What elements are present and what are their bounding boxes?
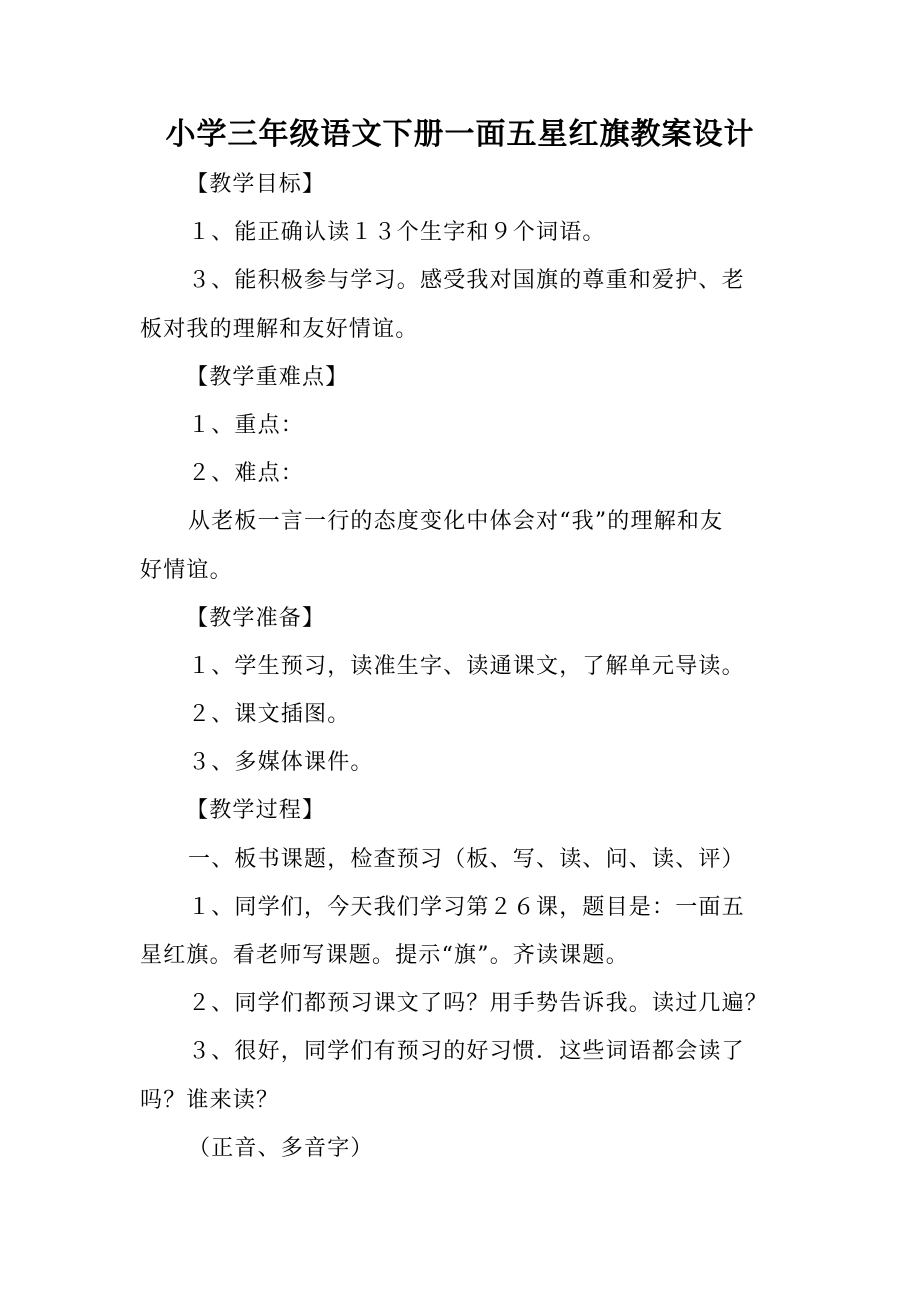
section-heading-process: 【教学过程】 (186, 798, 326, 824)
process-step-1-item-3-line-2: 吗？谁来读？ (140, 1087, 280, 1113)
section-heading-key-points: 【教学重难点】 (186, 364, 349, 390)
difficulty-text-line-1: 从老板一言一行的态度变化中体会对“我”的理解和友 (188, 509, 724, 535)
preparation-item-2: ２、课文插图。 (188, 702, 351, 728)
process-step-1-note: （正音、多音字） (188, 1135, 374, 1161)
key-point-item-1: １、重点： (188, 412, 305, 438)
key-point-item-2: ２、难点： (188, 461, 305, 487)
section-heading-preparation: 【教学准备】 (186, 605, 326, 631)
objective-item-3-line-1: ３、能积极参与学习。感受我对国旗的尊重和爱护、老 (188, 268, 745, 294)
process-step-1-item-2: ２、同学们都预习课文了吗？用手势告诉我。读过几遍？ (188, 991, 769, 1017)
objective-item-1: １、能正确认读１３个生字和９个词语。 (188, 220, 606, 246)
process-step-1-title: 一、板书课题，检查预习（板、写、读、问、读、评） (188, 846, 745, 872)
section-heading-objectives: 【教学目标】 (186, 172, 326, 197)
difficulty-text-line-2: 好情谊。 (140, 557, 233, 583)
objective-item-3-line-2: 板对我的理解和友好情谊。 (140, 316, 419, 342)
document-title: 小学三年级语文下册一面五星红旗教案设计 (165, 117, 755, 152)
process-step-1-item-1-line-2: 星红旗。看老师写课题。提示“旗”。齐读课题。 (140, 943, 629, 968)
process-step-1-item-1-line-1: １、同学们，今天我们学习第２６课，题目是：一面五 (188, 894, 745, 920)
preparation-item-3: ３、多媒体课件。 (188, 750, 374, 776)
preparation-item-1: １、学生预习，读准生字、读通课文，了解单元导读。 (188, 653, 745, 679)
process-step-1-item-3-line-1: ３、很好，同学们有预习的好习惯．这些词语都会读了 (188, 1039, 745, 1065)
document-body (140, 161, 785, 1173)
